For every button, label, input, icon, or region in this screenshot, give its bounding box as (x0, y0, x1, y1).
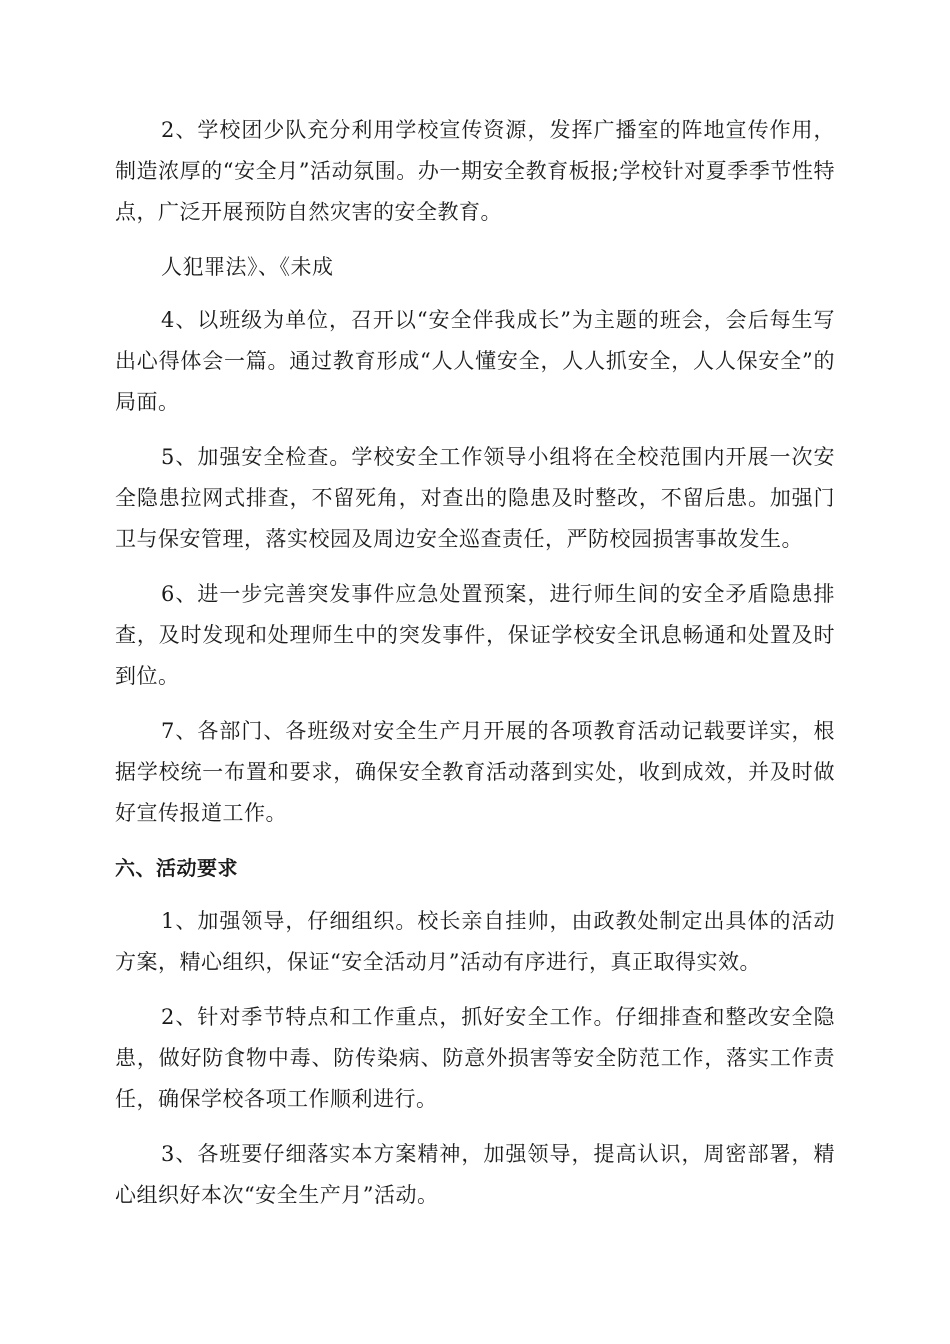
paragraph-item-6: 6、进一步完善突发事件应急处置预案，进行师生间的安全矛盾隐患排查，及时发现和处理师生中的突发事件，保证学校安全讯息畅通和处置及时到位。 (115, 582, 835, 688)
requirement-item-2: 2、针对季节特点和工作重点，抓好安全工作。仔细排查和整改安全隐患，做好防食物中毒、防传染病、防意外损害等安全防范工作，落实工作责任，确保学校各项工作顺利进行。 (115, 1005, 835, 1111)
section-heading: 六、活动要求 (115, 856, 238, 880)
document-body (115, 110, 835, 1230)
paragraph-item-7: 7、各部门、各班级对安全生产月开展的各项教育活动记载要详实，根据学校统一布置和要求，确保安全教育活动落到实处，收到成效，并及时做好宣传报道工作。 (115, 719, 835, 825)
paragraph-fragment: 人犯罪法》、《未成 (161, 255, 334, 279)
paragraph-item-2: 2、学校团少队充分利用学校宣传资源，发挥广播室的阵地宣传作用，制造浓厚的“安全月”活动氛围。办一期安全教育板报;学校针对夏季季节性特点，广泛开展预防自然灾害的安全教育。 (115, 118, 835, 224)
paragraph-item-5: 5、加强安全检查。学校安全工作领导小组将在全校范围内开展一次安全隐患拉网式排查，不留死角，对查出的隐患及时整改，不留后患。加强门卫与保安管理，落实校园及周边安全巡查责任，严防校园损害事故发生。 (115, 445, 835, 551)
requirement-item-3: 3、各班要仔细落实本方案精神，加强领导，提高认识，周密部署，精心组织好本次“安全生产月”活动。 (115, 1142, 835, 1207)
paragraph-item-4: 4、以班级为单位，召开以“安全伴我成长”为主题的班会，会后每生写出心得体会一篇。通过教育形成“人人懂安全，人人抓安全，人人保安全”的局面。 (115, 308, 835, 414)
requirement-item-1: 1、加强领导，仔细组织。校长亲自挂帅，由政教处制定出具体的活动方案，精心组织，保证“安全活动月”活动有序进行，真正取得实效。 (115, 909, 835, 974)
